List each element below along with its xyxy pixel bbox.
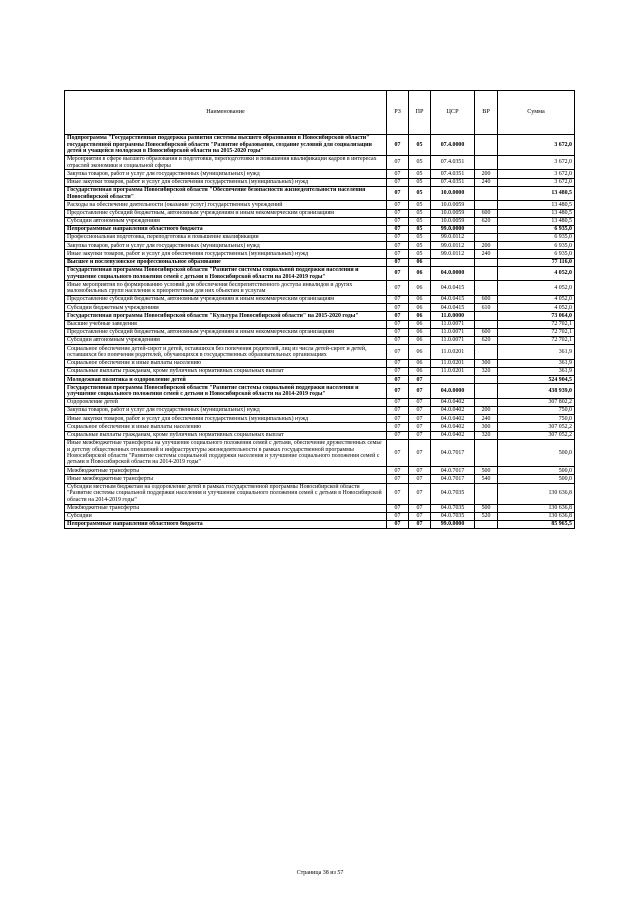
cell-pr: 06 bbox=[409, 328, 431, 336]
cell-pr: 06 bbox=[409, 336, 431, 344]
cell-vr bbox=[475, 320, 498, 328]
cell-rz: 07 bbox=[387, 328, 409, 336]
cell-pr: 07 bbox=[409, 512, 431, 520]
table-row bbox=[65, 407, 575, 415]
table-row bbox=[65, 201, 575, 209]
cell-vr bbox=[475, 281, 498, 296]
cell-name: Закупка товаров, работ и услуг для государственных (муниципальных) нужд bbox=[65, 407, 387, 415]
cell-pr: 07 bbox=[409, 431, 431, 439]
cell-name: Социальное обеспечение и иные выплаты населению bbox=[65, 423, 387, 431]
cell-csr: 04.0.0415 bbox=[431, 281, 475, 296]
table-row bbox=[65, 178, 575, 186]
cell-name: Профессиональная подготовка, переподготовка и повышение квалификации bbox=[65, 234, 387, 242]
cell-csr: 04.0.0000 bbox=[431, 384, 475, 399]
cell-pr: 07 bbox=[409, 504, 431, 512]
cell-pr: 05 bbox=[409, 250, 431, 258]
cell-rz: 07 bbox=[387, 312, 409, 320]
cell-pr: 06 bbox=[409, 367, 431, 375]
cell-name: Молодежная политика и оздоровление детей bbox=[65, 376, 387, 384]
cell-name: Мероприятия в сфере высшего образования и подготовки, переподготовки и повышения квалификации кадров в интересах отраслей экономики и социальной сферы bbox=[65, 155, 387, 170]
cell-pr: 06 bbox=[409, 281, 431, 296]
cell-csr: 04.0.0402 bbox=[431, 431, 475, 439]
table-row bbox=[65, 521, 575, 529]
cell-csr: 04.0.0402 bbox=[431, 415, 475, 423]
budget-table-container bbox=[64, 90, 574, 529]
cell-sum: 130 636,8 bbox=[498, 512, 575, 520]
table-row bbox=[65, 423, 575, 431]
cell-name: Расходы на обеспечение деятельности (оказание услуг) государственных учреждений bbox=[65, 201, 387, 209]
cell-name: Предоставление субсидий бюджетным, автономным учреждениям и иным некоммерческим организациям bbox=[65, 209, 387, 217]
cell-sum: 4 052,0 bbox=[498, 266, 575, 281]
cell-rz: 07 bbox=[387, 521, 409, 529]
cell-name: Социальное обеспечение и иные выплаты населению bbox=[65, 359, 387, 367]
cell-pr: 05 bbox=[409, 134, 431, 155]
cell-sum: 438 939,0 bbox=[498, 384, 575, 399]
cell-rz: 07 bbox=[387, 266, 409, 281]
table-row bbox=[65, 155, 575, 170]
cell-vr bbox=[475, 201, 498, 209]
header-pr: ПР bbox=[409, 91, 431, 135]
cell-vr: 620 bbox=[475, 336, 498, 344]
cell-pr: 06 bbox=[409, 345, 431, 360]
table-row bbox=[65, 258, 575, 266]
cell-name: Субсидии bbox=[65, 512, 387, 520]
table-row bbox=[65, 336, 575, 344]
cell-name: Закупка товаров, работ и услуг для государственных (муниципальных) нужд bbox=[65, 242, 387, 250]
table-row bbox=[65, 384, 575, 399]
cell-rz: 07 bbox=[387, 359, 409, 367]
cell-sum: 750,0 bbox=[498, 415, 575, 423]
cell-csr: 04.0.0415 bbox=[431, 304, 475, 312]
cell-csr: 11.0.0071 bbox=[431, 336, 475, 344]
cell-rz: 07 bbox=[387, 483, 409, 504]
cell-sum: 6 935,0 bbox=[498, 242, 575, 250]
cell-pr: 06 bbox=[409, 266, 431, 281]
cell-vr: 320 bbox=[475, 367, 498, 375]
cell-vr: 600 bbox=[475, 328, 498, 336]
cell-vr bbox=[475, 439, 498, 466]
cell-name: Предоставление субсидий бюджетным, автономным учреждениям и иным некоммерческим организациям bbox=[65, 328, 387, 336]
cell-rz: 07 bbox=[387, 431, 409, 439]
table-row bbox=[65, 431, 575, 439]
cell-rz: 07 bbox=[387, 281, 409, 296]
cell-sum: 77 116,0 bbox=[498, 258, 575, 266]
cell-vr bbox=[475, 521, 498, 529]
cell-sum: 13 480,5 bbox=[498, 217, 575, 225]
table-row bbox=[65, 483, 575, 504]
table-row bbox=[65, 475, 575, 483]
cell-sum: 750,0 bbox=[498, 407, 575, 415]
cell-csr: 11.0.0201 bbox=[431, 367, 475, 375]
table-row bbox=[65, 398, 575, 406]
cell-csr: 07.4.0351 bbox=[431, 155, 475, 170]
cell-sum: 130 636,8 bbox=[498, 504, 575, 512]
cell-sum: 6 935,0 bbox=[498, 250, 575, 258]
cell-sum: 13 480,5 bbox=[498, 186, 575, 201]
cell-rz: 07 bbox=[387, 170, 409, 178]
cell-rz: 07 bbox=[387, 398, 409, 406]
cell-name: Социальное обеспечение детей-сирот и детей, оставшихся без попечения родителей, лиц из числа детей-сирот и детей, оставшихся без попечения родителей, обучающихся в государственных образовательных организациях bbox=[65, 345, 387, 360]
cell-pr: 05 bbox=[409, 155, 431, 170]
cell-vr: 200 bbox=[475, 242, 498, 250]
cell-sum: 72 702,1 bbox=[498, 336, 575, 344]
cell-sum: 307 802,2 bbox=[498, 398, 575, 406]
cell-name: Субсидии автономным учреждениям bbox=[65, 217, 387, 225]
cell-pr: 07 bbox=[409, 376, 431, 384]
table-row bbox=[65, 345, 575, 360]
cell-csr: 99.0.0112 bbox=[431, 242, 475, 250]
cell-name: Субсидии местным бюджетам на оздоровление детей в рамках государственной программы Новосибирской области "Развитие системы социальной поддержки населения и улучшение социального положения семей с детьми в Новосибирской области на 2014-2019 годы" bbox=[65, 483, 387, 504]
cell-rz: 07 bbox=[387, 367, 409, 375]
cell-pr: 06 bbox=[409, 296, 431, 304]
table-row bbox=[65, 512, 575, 520]
cell-pr: 07 bbox=[409, 521, 431, 529]
cell-vr: 300 bbox=[475, 423, 498, 431]
cell-sum: 6 935,0 bbox=[498, 225, 575, 233]
cell-sum: 72 702,1 bbox=[498, 320, 575, 328]
cell-vr bbox=[475, 258, 498, 266]
cell-csr: 11.0.0071 bbox=[431, 320, 475, 328]
cell-rz: 07 bbox=[387, 178, 409, 186]
cell-csr: 04.0.7017 bbox=[431, 475, 475, 483]
cell-sum: 3 672,0 bbox=[498, 170, 575, 178]
table-header-row bbox=[65, 91, 575, 135]
cell-sum: 307 052,2 bbox=[498, 431, 575, 439]
header-name: Наименование bbox=[65, 91, 387, 135]
header-vr: ВР bbox=[475, 91, 498, 135]
cell-pr: 07 bbox=[409, 384, 431, 399]
cell-rz: 07 bbox=[387, 186, 409, 201]
cell-sum: 500,0 bbox=[498, 439, 575, 466]
cell-rz: 07 bbox=[387, 250, 409, 258]
cell-csr: 11.0.0201 bbox=[431, 359, 475, 367]
cell-vr: 540 bbox=[475, 475, 498, 483]
cell-sum: 500,0 bbox=[498, 467, 575, 475]
table-row bbox=[65, 504, 575, 512]
cell-sum: 307 052,2 bbox=[498, 423, 575, 431]
cell-pr: 05 bbox=[409, 170, 431, 178]
cell-vr: 520 bbox=[475, 512, 498, 520]
cell-vr bbox=[475, 384, 498, 399]
cell-name: Непрограммные направления областного бюджета bbox=[65, 225, 387, 233]
cell-sum: 4 052,0 bbox=[498, 304, 575, 312]
cell-pr: 07 bbox=[409, 415, 431, 423]
cell-pr: 05 bbox=[409, 225, 431, 233]
table-row bbox=[65, 186, 575, 201]
cell-sum: 361,9 bbox=[498, 345, 575, 360]
cell-vr: 500 bbox=[475, 467, 498, 475]
cell-rz: 07 bbox=[387, 423, 409, 431]
cell-csr: 04.0.7035 bbox=[431, 512, 475, 520]
cell-vr: 240 bbox=[475, 178, 498, 186]
cell-pr: 06 bbox=[409, 312, 431, 320]
cell-csr bbox=[431, 258, 475, 266]
table-row bbox=[65, 234, 575, 242]
cell-name: Государственная программа Новосибирской области "Развитие системы социальной поддержки населения и улучшение социального положения семей с детьми в Новосибирской области на 2014-2019 годы" bbox=[65, 266, 387, 281]
cell-csr: 04.0.7035 bbox=[431, 483, 475, 504]
table-row bbox=[65, 170, 575, 178]
cell-sum: 85 965,5 bbox=[498, 521, 575, 529]
table-row bbox=[65, 250, 575, 258]
cell-pr: 07 bbox=[409, 467, 431, 475]
cell-rz: 07 bbox=[387, 407, 409, 415]
cell-csr: 10.0.0059 bbox=[431, 217, 475, 225]
cell-pr: 07 bbox=[409, 439, 431, 466]
cell-pr: 05 bbox=[409, 217, 431, 225]
table-row bbox=[65, 359, 575, 367]
cell-sum: 6 935,0 bbox=[498, 234, 575, 242]
cell-csr: 99.0.0112 bbox=[431, 234, 475, 242]
cell-rz: 07 bbox=[387, 234, 409, 242]
cell-csr: 07.4.0351 bbox=[431, 178, 475, 186]
table-row bbox=[65, 209, 575, 217]
cell-name: Государственная программа Новосибирской области "Развитие системы социальной поддержки населения и улучшение социального положения семей с детьми в Новосибирской области на 2014-2019 годы" bbox=[65, 384, 387, 399]
cell-vr bbox=[475, 155, 498, 170]
cell-pr: 07 bbox=[409, 407, 431, 415]
cell-rz: 07 bbox=[387, 415, 409, 423]
cell-csr: 11.0.0071 bbox=[431, 328, 475, 336]
cell-sum: 13 480,5 bbox=[498, 209, 575, 217]
cell-csr: 99.0.0112 bbox=[431, 250, 475, 258]
cell-csr: 04.0.0402 bbox=[431, 398, 475, 406]
cell-pr: 07 bbox=[409, 475, 431, 483]
cell-vr bbox=[475, 483, 498, 504]
cell-pr: 05 bbox=[409, 186, 431, 201]
cell-sum: 361,9 bbox=[498, 367, 575, 375]
cell-rz: 07 bbox=[387, 304, 409, 312]
cell-csr: 04.0.0402 bbox=[431, 423, 475, 431]
cell-pr: 07 bbox=[409, 423, 431, 431]
cell-rz: 07 bbox=[387, 467, 409, 475]
cell-vr: 320 bbox=[475, 431, 498, 439]
cell-vr bbox=[475, 186, 498, 201]
cell-pr: 05 bbox=[409, 209, 431, 217]
cell-sum: 500,0 bbox=[498, 475, 575, 483]
cell-vr bbox=[475, 225, 498, 233]
table-row bbox=[65, 376, 575, 384]
cell-sum: 3 672,0 bbox=[498, 155, 575, 170]
cell-csr: 04.0.7017 bbox=[431, 467, 475, 475]
cell-name: Социальные выплаты гражданам, кроме публичных нормативных социальных выплат bbox=[65, 431, 387, 439]
cell-csr: 10.0.0000 bbox=[431, 186, 475, 201]
cell-pr: 06 bbox=[409, 258, 431, 266]
cell-rz: 07 bbox=[387, 209, 409, 217]
cell-pr: 06 bbox=[409, 359, 431, 367]
table-row bbox=[65, 296, 575, 304]
cell-vr: 620 bbox=[475, 217, 498, 225]
cell-rz: 07 bbox=[387, 134, 409, 155]
cell-name: Субсидии бюджетным учреждениям bbox=[65, 304, 387, 312]
cell-name: Межбюджетные трансферты bbox=[65, 504, 387, 512]
table-row bbox=[65, 439, 575, 466]
cell-name: Государственная программа Новосибирской области "Культура Новосибирской области" на 2015-2020 годы" bbox=[65, 312, 387, 320]
cell-name: Высшие учебные заведения bbox=[65, 320, 387, 328]
cell-csr: 04.0.7017 bbox=[431, 439, 475, 466]
cell-vr: 200 bbox=[475, 407, 498, 415]
cell-name: Государственная программа Новосибирской области "Обеспечение безопасности жизнедеятельности населения Новосибирской области" bbox=[65, 186, 387, 201]
cell-rz: 07 bbox=[387, 336, 409, 344]
cell-vr: 610 bbox=[475, 304, 498, 312]
cell-rz: 07 bbox=[387, 475, 409, 483]
table-row bbox=[65, 225, 575, 233]
table-row bbox=[65, 367, 575, 375]
cell-vr bbox=[475, 266, 498, 281]
table-body bbox=[65, 134, 575, 528]
cell-sum: 4 052,0 bbox=[498, 281, 575, 296]
cell-name: Социальные выплаты гражданам, кроме публичных нормативных социальных выплат bbox=[65, 367, 387, 375]
cell-sum: 72 702,1 bbox=[498, 328, 575, 336]
cell-name: Оздоровление детей bbox=[65, 398, 387, 406]
cell-vr bbox=[475, 312, 498, 320]
cell-vr: 600 bbox=[475, 209, 498, 217]
cell-sum: 3 672,0 bbox=[498, 134, 575, 155]
cell-name: Подпрограмма "Государственная поддержка развития системы высшего образования в Новосибирской области" государственной программы Новосибирской области "Развитие образования, создание условий для социализации детей и учащейся молодежи в Новосибирской области на 2015-2020 годы" bbox=[65, 134, 387, 155]
cell-name: Иные закупки товаров, работ и услуг для обеспечения государственных (муниципальных) нужд bbox=[65, 415, 387, 423]
cell-pr: 06 bbox=[409, 320, 431, 328]
cell-vr: 600 bbox=[475, 296, 498, 304]
cell-vr: 240 bbox=[475, 250, 498, 258]
cell-sum: 524 904,5 bbox=[498, 376, 575, 384]
cell-csr: 11.0.0000 bbox=[431, 312, 475, 320]
cell-vr bbox=[475, 134, 498, 155]
cell-rz: 07 bbox=[387, 258, 409, 266]
cell-name: Иные мероприятия по формированию условий для обеспечения беспрепятственного доступа инвалидов и других маломобильных групп населения к приоритетным для них объектам и услугам bbox=[65, 281, 387, 296]
cell-pr: 05 bbox=[409, 178, 431, 186]
cell-csr: 10.0.0059 bbox=[431, 209, 475, 217]
cell-pr: 05 bbox=[409, 201, 431, 209]
cell-name: Иные межбюджетные трансферты на улучшение социального положения семей с детьми, обеспечение дружественных семье и детству общественных отношений и инфраструктуры жизнедеятельности в рамках государственной программы Новосибирской области "Развитие системы социальной поддержки населения и улучшение социального положения семей с детьми в Новосибирской области на 2014-2019 годы" bbox=[65, 439, 387, 466]
page-number: Страница 38 из 57 bbox=[296, 870, 344, 876]
cell-name: Закупка товаров, работ и услуг для государственных (муниципальных) нужд bbox=[65, 170, 387, 178]
table-row bbox=[65, 281, 575, 296]
cell-csr: 11.0.0201 bbox=[431, 345, 475, 360]
cell-csr: 07.4.0351 bbox=[431, 170, 475, 178]
cell-rz: 07 bbox=[387, 504, 409, 512]
cell-pr: 05 bbox=[409, 242, 431, 250]
cell-pr: 07 bbox=[409, 398, 431, 406]
cell-vr bbox=[475, 376, 498, 384]
table-row bbox=[65, 467, 575, 475]
cell-pr: 05 bbox=[409, 234, 431, 242]
header-rz: РЗ bbox=[387, 91, 409, 135]
cell-rz: 07 bbox=[387, 439, 409, 466]
cell-vr bbox=[475, 398, 498, 406]
cell-name: Высшее и послевузовское профессиональное образование bbox=[65, 258, 387, 266]
cell-sum: 3 672,0 bbox=[498, 178, 575, 186]
cell-sum: 13 480,5 bbox=[498, 201, 575, 209]
cell-rz: 07 bbox=[387, 155, 409, 170]
cell-rz: 07 bbox=[387, 217, 409, 225]
table-row bbox=[65, 217, 575, 225]
cell-name: Иные закупки товаров, работ и услуг для обеспечения государственных (муниципальных) нужд bbox=[65, 250, 387, 258]
header-csr: ЦСР bbox=[431, 91, 475, 135]
table-row bbox=[65, 242, 575, 250]
cell-rz: 07 bbox=[387, 384, 409, 399]
cell-vr bbox=[475, 234, 498, 242]
cell-csr: 10.0.0059 bbox=[431, 201, 475, 209]
table-row bbox=[65, 328, 575, 336]
header-sum: Сумма bbox=[498, 91, 575, 135]
cell-sum: 4 052,0 bbox=[498, 296, 575, 304]
cell-name: Непрограммные направления областного бюджета bbox=[65, 521, 387, 529]
cell-sum: 361,9 bbox=[498, 359, 575, 367]
cell-csr: 04.0.0415 bbox=[431, 296, 475, 304]
cell-name: Субсидии автономным учреждениям bbox=[65, 336, 387, 344]
table-row bbox=[65, 134, 575, 155]
table-row bbox=[65, 266, 575, 281]
cell-csr: 07.4.0000 bbox=[431, 134, 475, 155]
table-row bbox=[65, 415, 575, 423]
cell-rz: 07 bbox=[387, 225, 409, 233]
cell-rz: 07 bbox=[387, 242, 409, 250]
cell-rz: 07 bbox=[387, 345, 409, 360]
cell-name: Предоставление субсидий бюджетным, автономным учреждениям и иным некоммерческим организациям bbox=[65, 296, 387, 304]
cell-vr: 240 bbox=[475, 415, 498, 423]
cell-name: Иные межбюджетные трансферты bbox=[65, 475, 387, 483]
table-row bbox=[65, 312, 575, 320]
cell-vr: 300 bbox=[475, 359, 498, 367]
budget-table bbox=[64, 90, 575, 529]
cell-rz: 07 bbox=[387, 201, 409, 209]
cell-csr: 04.0.0000 bbox=[431, 266, 475, 281]
cell-rz: 07 bbox=[387, 512, 409, 520]
cell-sum: 130 636,8 bbox=[498, 483, 575, 504]
cell-rz: 07 bbox=[387, 320, 409, 328]
cell-name: Межбюджетные трансферты bbox=[65, 467, 387, 475]
cell-vr bbox=[475, 345, 498, 360]
table-row bbox=[65, 320, 575, 328]
cell-pr: 07 bbox=[409, 483, 431, 504]
table-row bbox=[65, 304, 575, 312]
cell-csr: 99.0.0000 bbox=[431, 225, 475, 233]
cell-sum: 73 064,0 bbox=[498, 312, 575, 320]
cell-rz: 07 bbox=[387, 376, 409, 384]
cell-csr: 99.0.0000 bbox=[431, 521, 475, 529]
cell-name: Иные закупки товаров, работ и услуг для обеспечения государственных (муниципальных) нужд bbox=[65, 178, 387, 186]
cell-vr: 500 bbox=[475, 504, 498, 512]
cell-csr: 04.0.0402 bbox=[431, 407, 475, 415]
cell-rz: 07 bbox=[387, 296, 409, 304]
cell-vr: 200 bbox=[475, 170, 498, 178]
cell-csr bbox=[431, 376, 475, 384]
cell-pr: 06 bbox=[409, 304, 431, 312]
cell-csr: 04.0.7035 bbox=[431, 504, 475, 512]
